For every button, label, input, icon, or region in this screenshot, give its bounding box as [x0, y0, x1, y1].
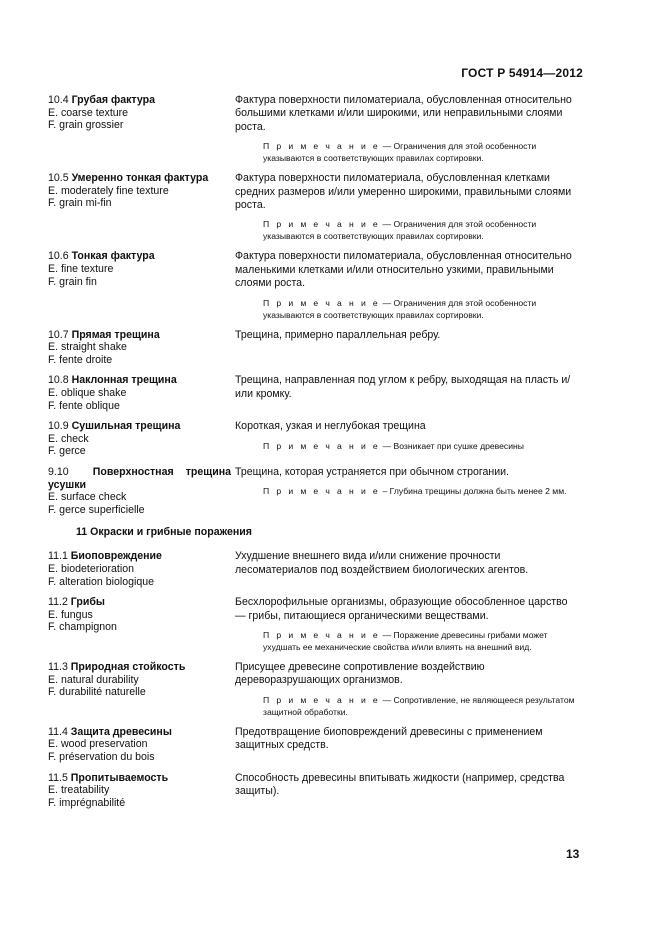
term-note [235, 218, 578, 242]
term-title: Тонкая фактура [71, 250, 155, 263]
term-note [235, 440, 578, 452]
term-english: E. moderately fine texture [48, 184, 169, 197]
definition-text: Трещина, которая устраняется при обычном строгании. [235, 466, 510, 478]
term-english: E. treatability [48, 784, 110, 797]
term-english: E. fungus [48, 608, 93, 621]
term-names [48, 772, 231, 810]
term-english: E. biodeterioration [48, 562, 134, 575]
term-definition [231, 726, 578, 764]
term-number: 10.7 [48, 328, 69, 341]
definition-text: Фактура поверхности пиломатериала, обусловленная клетками средних размеров и/или умеренно широкими, правильными слоями роста. [235, 172, 572, 212]
term-definition [231, 420, 578, 458]
term-french: F. durabilité naturelle [48, 686, 146, 699]
note-label: П р и м е ч а н и е [263, 297, 381, 308]
note-text: — Ограничения для этой особенности указываются в соответствующих правилах сортировки. [263, 297, 537, 320]
term-english: E. straight shake [48, 341, 127, 354]
definition-text: Трещина, направленная под углом к ребру, выходящая на пласть и/или кромку. [235, 374, 571, 400]
term-french: F. alteration biologique [48, 575, 155, 588]
term-note [235, 629, 578, 653]
term-entry [48, 374, 578, 412]
note-text: – Глубина трещины должна быть менее 2 мм. [380, 486, 567, 497]
term-number: 11.5 [48, 771, 68, 784]
term-english: E. coarse texture [48, 106, 129, 119]
note-label: П р и м е ч а н и е [263, 440, 381, 451]
term-number: 11.2 [48, 596, 68, 609]
term-entry [48, 550, 578, 588]
term-definition [231, 550, 578, 588]
term-names [48, 420, 231, 458]
note-label: П р и м е ч а н и е [263, 486, 381, 497]
note-text: — Возникает при сушке древесины [380, 440, 524, 451]
term-title: Грибы [70, 596, 105, 609]
term-entry [48, 250, 578, 320]
term-number: 11.3 [48, 660, 68, 673]
note-text: — Поражение древесины грибами может ухудшать ее механические свойства и/или влиять на внешний вид. [263, 629, 548, 652]
term-note [235, 297, 578, 321]
definition-text: Предотвращение биоповреждений древесины с применением защитных средств. [235, 725, 543, 752]
term-english: E. surface check [48, 491, 127, 504]
term-english: E. wood preservation [48, 738, 148, 751]
term-names [48, 374, 231, 412]
note-text: — Ограничения для этой особенности указываются в соответствующих правилах сортировки. [263, 141, 537, 164]
term-entry [48, 329, 578, 367]
term-definition [231, 661, 578, 718]
term-definition [231, 172, 578, 242]
term-definition [231, 374, 578, 412]
term-note [235, 694, 578, 718]
document-id: ГОСТ Р 54914—2012 [461, 66, 583, 80]
term-definition [231, 94, 578, 164]
term-entry [48, 420, 578, 458]
term-title: Наклонная трещина [71, 374, 177, 387]
term-names [48, 726, 231, 764]
definition-text: Ухудшение внешнего вида и/или снижение прочности лесоматериалов под воздействием биологических агентов. [235, 550, 529, 576]
term-note [235, 140, 578, 164]
term-number: 10.6 [48, 250, 69, 263]
note-label: П р и м е ч а н и е [263, 141, 381, 152]
term-french: F. fente droite [48, 353, 113, 366]
term-entry [48, 172, 578, 242]
term-entry [48, 661, 578, 718]
term-french: F. gerce [48, 445, 86, 458]
term-number: 10.4 [48, 94, 69, 106]
term-french: F. grain fin [48, 275, 97, 288]
term-entry [48, 772, 578, 810]
term-number: 10.5 [48, 172, 69, 185]
term-definition [231, 250, 578, 320]
term-names [48, 250, 231, 320]
term-title: Биоповреждение [70, 550, 162, 563]
term-title: Сушильная трещина [71, 420, 181, 433]
term-title: Защита древесины [70, 725, 172, 738]
term-note [235, 485, 578, 497]
section-heading: 11 Окраски и грибные поражения [76, 526, 252, 539]
term-french: F. champignon [48, 621, 117, 634]
term-entry [48, 466, 578, 516]
definition-text: Способность древесины впитывать жидкости (например, средства защиты). [235, 771, 565, 797]
term-definition [231, 329, 578, 367]
term-entry [48, 726, 578, 764]
term-french: F. préservation du bois [48, 750, 155, 763]
term-french: F. imprégnabilité [48, 796, 126, 809]
note-label: П р и м е ч а н и е [263, 219, 381, 230]
term-names [48, 661, 231, 718]
term-entry [48, 596, 578, 653]
term-title: Поверхностная трещина усушки [48, 466, 232, 491]
term-names [48, 596, 231, 653]
term-names [48, 94, 231, 164]
terms-content [48, 94, 578, 817]
term-title: Пропитываемость [70, 771, 169, 784]
term-number: 10.9 [48, 420, 69, 433]
term-definition [231, 772, 578, 810]
term-entry [48, 94, 578, 164]
definition-text: Присущее древесине сопротивление воздействию дереворазрушающих организмов. [235, 660, 485, 687]
definition-text: Трещина, примерно параллельная ребру. [235, 328, 441, 341]
term-french: F. grain grossier [48, 119, 124, 132]
term-english: E. fine texture [48, 263, 114, 276]
note-text: — Ограничения для этой особенности указываются в соответствующих правилах сортировки. [263, 219, 537, 242]
term-french: F. fente oblique [48, 399, 120, 412]
page-number: 13 [566, 847, 580, 861]
note-label: П р и м е ч а н и е [263, 629, 381, 640]
term-title: Природная стойкость [70, 660, 186, 673]
term-title: Умеренно тонкая фактура [71, 172, 209, 185]
term-english: E. natural durability [48, 673, 139, 686]
term-number: 11.1 [48, 550, 68, 563]
term-english: E. check [48, 432, 89, 445]
term-french: F. gerce superficielle [48, 503, 145, 516]
definition-text: Короткая, узкая и неглубокая трещина [235, 420, 426, 433]
term-definition [231, 466, 578, 516]
term-number: 11.4 [48, 725, 68, 738]
term-title: Прямая трещина [71, 328, 160, 341]
term-definition [231, 596, 578, 653]
definition-text: Фактура поверхности пиломатериала, обусловленная относительно большими клетками и/или широкими, или неправильными слоями роста. [235, 94, 572, 133]
term-names [48, 329, 231, 367]
term-number: 10.8 [48, 374, 69, 387]
note-label: П р и м е ч а н и е [263, 694, 381, 705]
note-text: — Сопротивление, не являющееся результатом защитной обработки. [263, 694, 575, 717]
term-names [48, 466, 231, 516]
definition-text: Бесхлорофильные организмы, образующие обособленное царство — грибы, питающиеся органическими веществами. [235, 596, 568, 622]
term-english: E. oblique shake [48, 387, 127, 400]
term-names [48, 172, 231, 242]
term-names [48, 550, 231, 588]
term-french: F. grain mi-fin [48, 197, 112, 210]
term-number: 9.10 [48, 466, 69, 478]
term-title: Грубая фактура [71, 94, 155, 106]
definition-text: Фактура поверхности пиломатериала, обусловленная относительно маленькими клетками и/или относительно узкими, правильными слоями роста. [235, 250, 572, 290]
